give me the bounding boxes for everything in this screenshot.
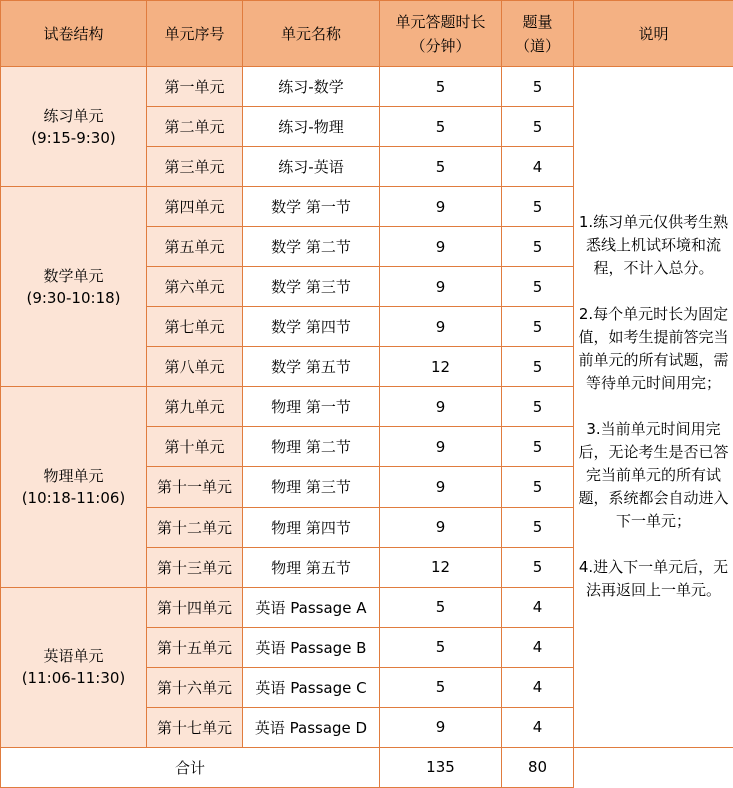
section-name: 物理单元 xyxy=(43,466,104,485)
unit-no-cell: 第一单元 xyxy=(147,67,243,107)
header-count-line2: （道） xyxy=(514,36,560,55)
unit-no-cell: 第七单元 xyxy=(147,307,243,347)
count-cell: 4 xyxy=(502,147,574,187)
header-unit-name: 单元名称 xyxy=(243,1,380,67)
note-4: 4.进入下一单元后，无法再返回上一单元。 xyxy=(578,558,729,600)
header-unit-no: 单元序号 xyxy=(147,1,243,67)
unit-no-cell: 第十单元 xyxy=(147,427,243,467)
count-cell: 5 xyxy=(502,187,574,227)
total-row xyxy=(1,747,733,787)
note-2: 2.每个单元时长为固定值，如考生提前答完当前单元的所有试题，需等待单元时间用完； xyxy=(578,305,729,393)
count-cell: 5 xyxy=(502,307,574,347)
duration-cell: 5 xyxy=(380,667,502,707)
unit-no-cell: 第十六单元 xyxy=(147,667,243,707)
duration-cell: 9 xyxy=(380,227,502,267)
unit-no-cell: 第十一单元 xyxy=(147,467,243,507)
duration-cell: 5 xyxy=(380,67,502,107)
unit-no-cell: 第二单元 xyxy=(147,107,243,147)
duration-cell: 9 xyxy=(380,187,502,227)
count-cell: 5 xyxy=(502,467,574,507)
header-row xyxy=(1,1,733,67)
count-cell: 5 xyxy=(502,347,574,387)
section-time: (9:30-10:18) xyxy=(26,288,121,307)
duration-cell: 5 xyxy=(380,147,502,187)
total-duration: 135 xyxy=(380,747,502,787)
count-cell: 4 xyxy=(502,667,574,707)
unit-no-cell: 第三单元 xyxy=(147,147,243,187)
header-structure: 试卷结构 xyxy=(1,1,147,67)
duration-cell: 9 xyxy=(380,467,502,507)
unit-no-cell: 第十二单元 xyxy=(147,507,243,547)
unit-name-cell: 数学 第一节 xyxy=(243,187,380,227)
section-cell-practice xyxy=(1,67,147,187)
count-cell: 5 xyxy=(502,547,574,587)
count-cell: 5 xyxy=(502,107,574,147)
section-cell-math xyxy=(1,187,147,387)
unit-name-cell: 数学 第三节 xyxy=(243,267,380,307)
section-time: (9:15-9:30) xyxy=(31,128,116,147)
count-cell: 5 xyxy=(502,427,574,467)
count-cell: 5 xyxy=(502,387,574,427)
count-cell: 5 xyxy=(502,507,574,547)
section-name: 练习单元 xyxy=(43,106,104,125)
duration-cell: 9 xyxy=(380,307,502,347)
header-duration-line2: （分钟） xyxy=(410,36,471,55)
notes-cell xyxy=(574,67,733,748)
unit-name-cell: 物理 第二节 xyxy=(243,427,380,467)
unit-no-cell: 第四单元 xyxy=(147,187,243,227)
table-row xyxy=(1,67,733,107)
count-cell: 4 xyxy=(502,587,574,627)
unit-name-cell: 数学 第二节 xyxy=(243,227,380,267)
unit-name-cell: 物理 第四节 xyxy=(243,507,380,547)
section-name: 英语单元 xyxy=(43,647,104,666)
section-time: (10:18-11:06) xyxy=(21,488,126,507)
unit-no-cell: 第五单元 xyxy=(147,227,243,267)
unit-name-cell: 物理 第三节 xyxy=(243,467,380,507)
section-cell-physics xyxy=(1,387,147,587)
duration-cell: 9 xyxy=(380,387,502,427)
unit-name-cell: 英语 Passage A xyxy=(243,587,380,627)
section-name: 数学单元 xyxy=(43,266,104,285)
count-cell: 5 xyxy=(502,267,574,307)
duration-cell: 9 xyxy=(380,427,502,467)
unit-name-cell: 数学 第五节 xyxy=(243,347,380,387)
unit-no-cell: 第十七单元 xyxy=(147,707,243,747)
unit-name-cell: 练习-物理 xyxy=(243,107,380,147)
section-time: (11:06-11:30) xyxy=(21,669,126,688)
header-count-line1: 题量 xyxy=(522,12,553,31)
duration-cell: 5 xyxy=(380,627,502,667)
duration-cell: 5 xyxy=(380,587,502,627)
duration-cell: 9 xyxy=(380,507,502,547)
unit-name-cell: 英语 Passage D xyxy=(243,707,380,747)
unit-name-cell: 英语 Passage C xyxy=(243,667,380,707)
count-cell: 4 xyxy=(502,627,574,667)
unit-no-cell: 第八单元 xyxy=(147,347,243,387)
total-label: 合计 xyxy=(1,747,380,787)
note-1: 1.练习单元仅供考生熟悉线上机试环境和流程，不计入总分。 xyxy=(578,213,729,278)
header-duration-line1: 单元答题时长 xyxy=(395,12,486,31)
unit-name-cell: 物理 第五节 xyxy=(243,547,380,587)
section-cell-english xyxy=(1,587,147,747)
unit-no-cell: 第六单元 xyxy=(147,267,243,307)
duration-cell: 12 xyxy=(380,547,502,587)
unit-name-cell: 数学 第四节 xyxy=(243,307,380,347)
header-notes: 说明 xyxy=(574,1,733,67)
total-count: 80 xyxy=(502,747,574,787)
unit-name-cell: 练习-英语 xyxy=(243,147,380,187)
duration-cell: 9 xyxy=(380,707,502,747)
count-cell: 5 xyxy=(502,227,574,267)
header-count xyxy=(502,1,574,67)
duration-cell: 5 xyxy=(380,107,502,147)
duration-cell: 12 xyxy=(380,347,502,387)
unit-no-cell: 第十五单元 xyxy=(147,627,243,667)
unit-no-cell: 第十三单元 xyxy=(147,547,243,587)
header-duration xyxy=(380,1,502,67)
unit-name-cell: 物理 第一节 xyxy=(243,387,380,427)
unit-no-cell: 第九单元 xyxy=(147,387,243,427)
count-cell: 5 xyxy=(502,67,574,107)
unit-no-cell: 第十四单元 xyxy=(147,587,243,627)
count-cell: 4 xyxy=(502,707,574,747)
note-3: 3.当前单元时间用完后，无论考生是否已答完当前单元的所有试题，系统都会自动进入下一单元； xyxy=(578,420,729,531)
duration-cell: 9 xyxy=(380,267,502,307)
unit-name-cell: 英语 Passage B xyxy=(243,627,380,667)
unit-name-cell: 练习-数学 xyxy=(243,67,380,107)
